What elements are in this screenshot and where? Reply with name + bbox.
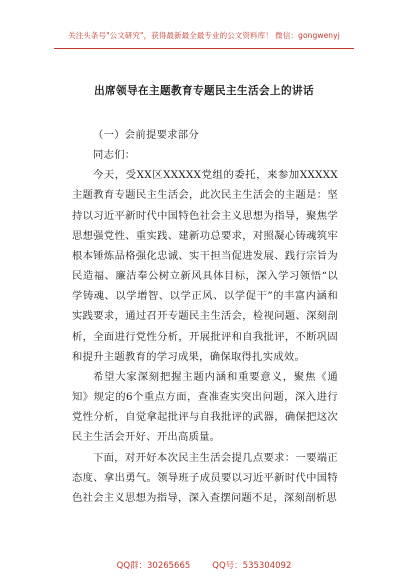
header-banner: 关注头条号"公文研究"，获得最新最全最专业的公文资料库！ 微信：gongwenyj — [68, 31, 340, 40]
footer-contact — [0, 559, 408, 571]
body-paragraph: 今天，受XX区XXXXX党组的委托，来参加XXXXX主题教育专题民主生活会，此次民主生活会的主题是：坚持以习近平新时代中国特色社会主义思想为指导，聚焦学思想强党性、重实践、建新功总要求，对照凝心铸魂筑牢根本锤炼品格强化忠诚、实干担当促进发展、践行宗旨为民造福、廉洁奉公树立新风具体目标，深入学习领悟“以学铸魂、以学增智、以学正风、以学促干”的丰富内涵和实践要求，通过召开专题民主生活会，检视问题、深刻剖析，全面进行党性分析，开展批评和自我批评，不断巩固和提升主题教育的学习成果，确保取得扎实成效。 — [72, 169, 338, 363]
document-title: 出席领导在主题教育专题民主生活会上的讲话 — [94, 85, 314, 97]
body-paragraph: 下面，对开好本次民主生活会提几点要求：一要端正态度、拿出勇气。领导班子成员要以习近平新时代中国特色社会主义思想为指导，深入查摆问题不足，深刻剖析思 — [72, 451, 338, 504]
document-body — [72, 125, 338, 508]
footer-qq-number: QQ号：535304092 — [212, 561, 292, 571]
footer-qq-group: QQ群：30265665 — [116, 561, 191, 571]
body-paragraph: 希望大家深刻把握主题内涵和重要意义，聚焦《通知》规定的6个重点方面，查准查实突出问题，深入进行党性分析，自觉拿起批评与自我批评的武器，确保把这次民主生活会开好、开出高质量。 — [72, 370, 338, 444]
header-divider — [54, 48, 354, 49]
section-heading: （一）会前提要求部分 — [93, 129, 199, 141]
salutation: 同志们： — [93, 149, 136, 162]
